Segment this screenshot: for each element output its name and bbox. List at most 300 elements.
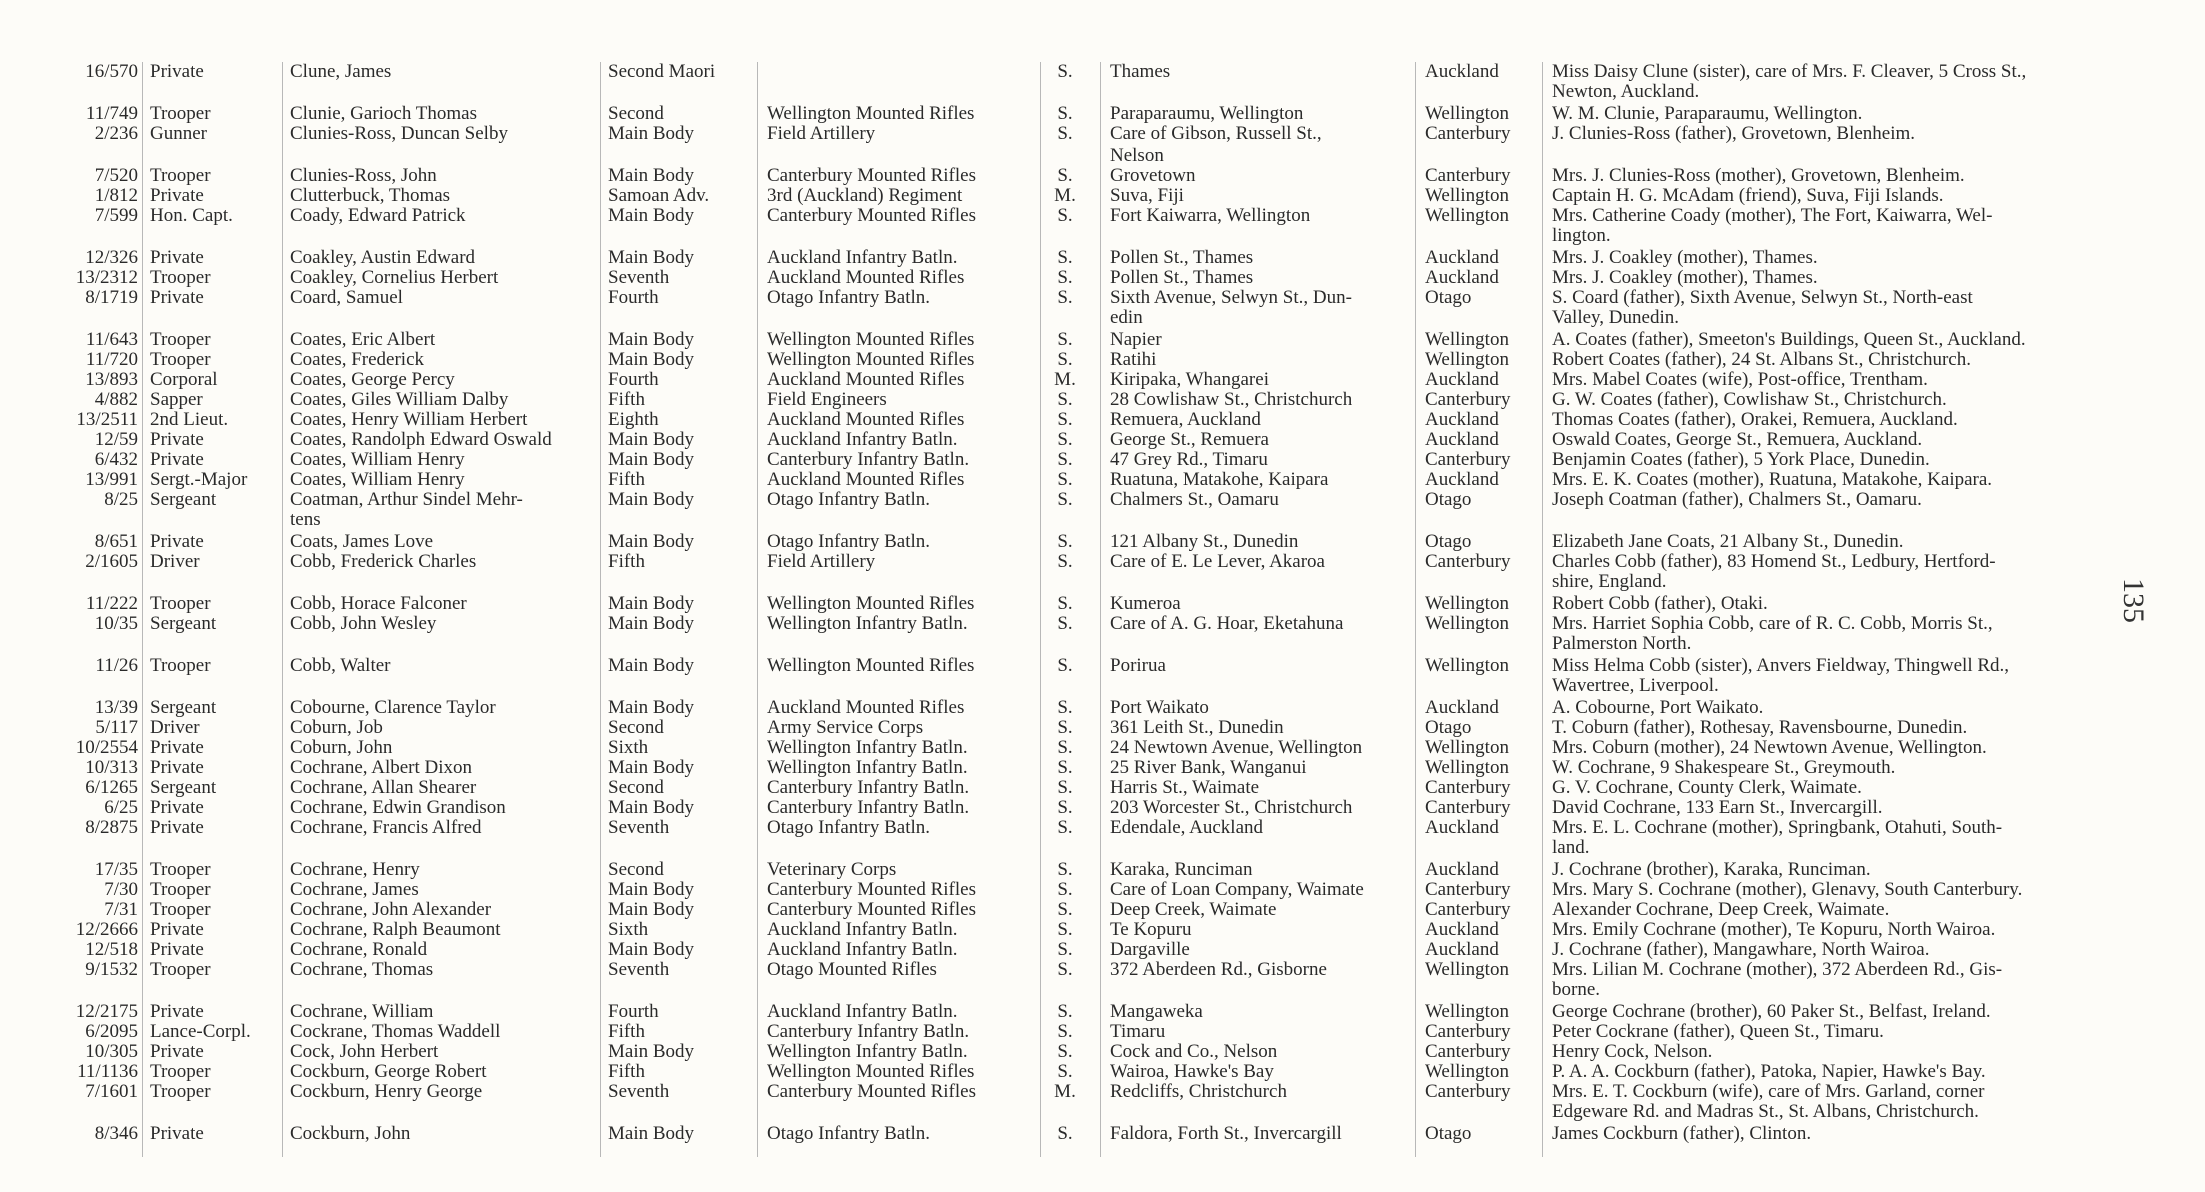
soldier-name: Cochrane, Thomas <box>290 959 434 980</box>
rank: Private <box>150 817 204 838</box>
table-row <box>0 510 2205 530</box>
draft-unit: Main Body <box>608 329 695 350</box>
draft-unit: Main Body <box>608 123 695 144</box>
next-of-kin: A. Coates (father), Smeeton's Buildings, Queen St., Auckland. <box>1552 329 2026 350</box>
draft-unit: Main Body <box>608 349 695 370</box>
marital-status: S. <box>1057 449 1073 470</box>
draft-unit: Second Maori <box>608 61 716 82</box>
table-row <box>0 430 2205 450</box>
district: Canterbury <box>1425 389 1511 410</box>
district: Wellington <box>1425 329 1509 350</box>
roll-number: 7/599 <box>94 205 138 226</box>
marital-status: S. <box>1057 329 1073 350</box>
table-row <box>0 818 2205 838</box>
rank: Sapper <box>150 389 203 410</box>
table-row <box>0 490 2205 510</box>
roll-number: 2/1605 <box>85 551 138 572</box>
district: Wellington <box>1425 205 1509 226</box>
marital-status: S. <box>1057 103 1073 124</box>
last-address: Thames <box>1110 61 1171 82</box>
soldier-name: Cochrane, Allan Shearer <box>290 777 477 798</box>
next-of-kin: P. A. A. Cockburn (father), Patoka, Napier, Hawke's Bay. <box>1552 1061 1986 1082</box>
district: Canterbury <box>1425 551 1511 572</box>
corps: Otago Infantry Batln. <box>767 531 931 552</box>
roll-number: 13/2312 <box>75 267 138 288</box>
marital-status: S. <box>1057 859 1073 880</box>
rank: Private <box>150 1041 204 1062</box>
soldier-name: Coburn, Job <box>290 717 383 738</box>
district: Otago <box>1425 1123 1472 1144</box>
soldier-name: Cochrane, William <box>290 1001 434 1022</box>
last-address: Kiripaka, Whangarei <box>1110 369 1269 390</box>
district: Wellington <box>1425 737 1509 758</box>
last-address: Paraparaumu, Wellington <box>1110 103 1304 124</box>
table-row <box>0 634 2205 654</box>
soldier-name: Coats, James Love <box>290 531 434 552</box>
table-row <box>0 940 2205 960</box>
roll-number: 7/31 <box>104 899 138 920</box>
soldier-name: Clutterbuck, Thomas <box>290 185 451 206</box>
marital-status: S. <box>1057 123 1073 144</box>
table-row <box>0 980 2205 1000</box>
soldier-name: Coakley, Cornelius Herbert <box>290 267 499 288</box>
next-of-kin: T. Coburn (father), Rothesay, Ravensbourne, Dunedin. <box>1552 717 1968 738</box>
roll-number: 7/520 <box>94 165 138 186</box>
rank: Trooper <box>150 267 211 288</box>
rank: Private <box>150 797 204 818</box>
last-address: Care of A. G. Hoar, Eketahuna <box>1110 613 1344 634</box>
district: Auckland <box>1425 939 1499 960</box>
draft-unit: Seventh <box>608 817 670 838</box>
draft-unit: Main Body <box>608 879 695 900</box>
roll-number: 13/991 <box>85 469 138 490</box>
table-row <box>0 532 2205 552</box>
last-address: Te Kopuru <box>1110 919 1192 940</box>
next-of-kin: land. <box>1552 837 1590 858</box>
soldier-name: tens <box>290 509 321 530</box>
table-row <box>0 82 2205 102</box>
corps: Auckland Mounted Rifles <box>767 409 965 430</box>
draft-unit: Sixth <box>608 737 649 758</box>
marital-status: S. <box>1057 205 1073 226</box>
next-of-kin: Miss Daisy Clune (sister), care of Mrs. F. Cleaver, 5 Cross St., <box>1552 61 2027 82</box>
draft-unit: Main Body <box>608 165 695 186</box>
draft-unit: Main Body <box>608 489 695 510</box>
rank: Private <box>150 757 204 778</box>
marital-status: S. <box>1057 879 1073 900</box>
table-row <box>0 390 2205 410</box>
corps: Veterinary Corps <box>767 859 897 880</box>
district: Wellington <box>1425 185 1509 206</box>
roll-number: 4/882 <box>94 389 138 410</box>
last-address: Karaka, Runciman <box>1110 859 1253 880</box>
soldier-name: Coates, George Percy <box>290 369 455 390</box>
corps: Wellington Infantry Batln. <box>767 1041 968 1062</box>
corps: Wellington Infantry Batln. <box>767 757 968 778</box>
next-of-kin: George Cochrane (brother), 60 Paker St., Belfast, Ireland. <box>1552 1001 1991 1022</box>
table-row <box>0 308 2205 328</box>
draft-unit: Main Body <box>608 1123 695 1144</box>
table-row <box>0 880 2205 900</box>
marital-status: S. <box>1057 817 1073 838</box>
roll-number: 6/25 <box>104 797 138 818</box>
last-address: Port Waikato <box>1110 697 1209 718</box>
table-row <box>0 206 2205 226</box>
soldier-name: Cochrane, Edwin Grandison <box>290 797 506 818</box>
roll-number: 11/222 <box>85 593 138 614</box>
next-of-kin: Mrs. Catherine Coady (mother), The Fort, Kaiwarra, Wel- <box>1552 205 1993 226</box>
corps: Otago Mounted Rifles <box>767 959 937 980</box>
table-row <box>0 838 2205 858</box>
corps: Wellington Infantry Batln. <box>767 613 968 634</box>
next-of-kin: W. Cochrane, 9 Shakespeare St., Greymouth. <box>1552 757 1896 778</box>
next-of-kin: Robert Cobb (father), Otaki. <box>1552 593 1768 614</box>
corps: Wellington Mounted Rifles <box>767 1061 975 1082</box>
table-row <box>0 186 2205 206</box>
table-row <box>0 248 2205 268</box>
corps: Wellington Infantry Batln. <box>767 737 968 758</box>
soldier-name: Cobb, John Wesley <box>290 613 437 634</box>
roll-number: 10/305 <box>85 1041 138 1062</box>
district: Canterbury <box>1425 879 1511 900</box>
last-address: George St., Remuera <box>1110 429 1269 450</box>
corps: Canterbury Mounted Rifles <box>767 899 976 920</box>
next-of-kin: Elizabeth Jane Coats, 21 Albany St., Dunedin. <box>1552 531 1904 552</box>
marital-status: S. <box>1057 1123 1073 1144</box>
roll-number: 8/2875 <box>85 817 138 838</box>
corps: Otago Infantry Batln. <box>767 1123 931 1144</box>
last-address: Mangaweka <box>1110 1001 1203 1022</box>
rank: Gunner <box>150 123 207 144</box>
district: Otago <box>1425 489 1472 510</box>
next-of-kin: Mrs. J. Clunies-Ross (mother), Grovetown, Blenheim. <box>1552 165 1965 186</box>
roll-number: 17/35 <box>94 859 138 880</box>
roll-number: 7/1601 <box>85 1081 138 1102</box>
rank: Trooper <box>150 593 211 614</box>
district: Auckland <box>1425 919 1499 940</box>
rank: Private <box>150 737 204 758</box>
table-row <box>0 900 2205 920</box>
corps: Otago Infantry Batln. <box>767 817 931 838</box>
draft-unit: Seventh <box>608 959 670 980</box>
next-of-kin: Miss Helma Cobb (sister), Anvers Fieldway, Thingwell Rd., <box>1552 655 2010 676</box>
draft-unit: Main Body <box>608 797 695 818</box>
marital-status: S. <box>1057 247 1073 268</box>
table-row <box>0 758 2205 778</box>
district: Auckland <box>1425 469 1499 490</box>
marital-status: S. <box>1057 469 1073 490</box>
draft-unit: Second <box>608 717 664 738</box>
next-of-kin: Mrs. Emily Cochrane (mother), Te Kopuru, North Wairoa. <box>1552 919 1996 940</box>
soldier-name: Cobb, Frederick Charles <box>290 551 477 572</box>
next-of-kin: Wavertree, Liverpool. <box>1552 675 1719 696</box>
corps: Canterbury Infantry Batln. <box>767 777 970 798</box>
corps: Wellington Mounted Rifles <box>767 103 975 124</box>
last-address: Edendale, Auckland <box>1110 817 1264 838</box>
last-address: Remuera, Auckland <box>1110 409 1261 430</box>
last-address: edin <box>1110 307 1143 328</box>
rank: Driver <box>150 551 200 572</box>
roll-number: 8/346 <box>94 1123 138 1144</box>
table-row <box>0 450 2205 470</box>
marital-status: S. <box>1057 531 1073 552</box>
last-address: Faldora, Forth St., Invercargill <box>1110 1123 1342 1144</box>
last-address: Napier <box>1110 329 1162 350</box>
roll-number: 12/2175 <box>75 1001 138 1022</box>
corps: Field Engineers <box>767 389 887 410</box>
soldier-name: Cockburn, George Robert <box>290 1061 487 1082</box>
roll-number: 6/432 <box>94 449 138 470</box>
marital-status: S. <box>1057 655 1073 676</box>
next-of-kin: Mrs. Harriet Sophia Cobb, care of R. C. Cobb, Morris St., <box>1552 613 1993 634</box>
rank: Trooper <box>150 165 211 186</box>
district: Canterbury <box>1425 777 1511 798</box>
corps: Auckland Mounted Rifles <box>767 697 965 718</box>
district: Auckland <box>1425 61 1499 82</box>
district: Otago <box>1425 717 1472 738</box>
draft-unit: Fifth <box>608 1061 645 1082</box>
next-of-kin: W. M. Clunie, Paraparaumu, Wellington. <box>1552 103 1863 124</box>
draft-unit: Seventh <box>608 1081 670 1102</box>
table-row <box>0 718 2205 738</box>
corps: Canterbury Mounted Rifles <box>767 205 976 226</box>
marital-status: S. <box>1057 389 1073 410</box>
rank: Private <box>150 429 204 450</box>
soldier-name: Cochrane, John Alexander <box>290 899 492 920</box>
last-address: Care of Loan Company, Waimate <box>1110 879 1364 900</box>
next-of-kin: Edgeware Rd. and Madras St., St. Albans, Christchurch. <box>1552 1101 1979 1122</box>
draft-unit: Main Body <box>608 613 695 634</box>
district: Auckland <box>1425 817 1499 838</box>
roll-number: 6/2095 <box>85 1021 138 1042</box>
last-address: Kumeroa <box>1110 593 1181 614</box>
rank: Hon. Capt. <box>150 205 233 226</box>
table-row <box>0 1102 2205 1122</box>
district: Wellington <box>1425 593 1509 614</box>
next-of-kin: Henry Cock, Nelson. <box>1552 1041 1713 1062</box>
marital-status: M. <box>1054 369 1076 390</box>
corps: Wellington Mounted Rifles <box>767 655 975 676</box>
draft-unit: Second <box>608 103 664 124</box>
soldier-name: Clunies-Ross, John <box>290 165 437 186</box>
draft-unit: Main Body <box>608 449 695 470</box>
last-address: Pollen St., Thames <box>1110 267 1254 288</box>
rank: Private <box>150 1123 204 1144</box>
rank: Sergeant <box>150 697 217 718</box>
district: Canterbury <box>1425 1081 1511 1102</box>
marital-status: S. <box>1057 1061 1073 1082</box>
next-of-kin: G. W. Coates (father), Cowlishaw St., Christchurch. <box>1552 389 1947 410</box>
roll-number: 12/326 <box>85 247 138 268</box>
corps: Canterbury Infantry Batln. <box>767 1021 970 1042</box>
rank: Private <box>150 919 204 940</box>
draft-unit: Main Body <box>608 247 695 268</box>
next-of-kin: Captain H. G. McAdam (friend), Suva, Fiji Islands. <box>1552 185 1944 206</box>
table-row <box>0 698 2205 718</box>
table-row <box>0 920 2205 940</box>
last-address: 25 River Bank, Wanganui <box>1110 757 1307 778</box>
table-row <box>0 960 2205 980</box>
roll-number: 10/2554 <box>75 737 138 758</box>
roll-number: 6/1265 <box>85 777 138 798</box>
marital-status: S. <box>1057 551 1073 572</box>
soldier-name: Cockrane, Thomas Waddell <box>290 1021 501 1042</box>
table-row <box>0 594 2205 614</box>
rank: Sergeant <box>150 777 217 798</box>
district: Auckland <box>1425 247 1499 268</box>
soldier-name: Clune, James <box>290 61 392 82</box>
marital-status: S. <box>1057 697 1073 718</box>
district: Auckland <box>1425 697 1499 718</box>
marital-status: S. <box>1057 489 1073 510</box>
table-row <box>0 470 2205 490</box>
soldier-name: Coates, Giles William Dalby <box>290 389 509 410</box>
last-address: Redcliffs, Christchurch <box>1110 1081 1287 1102</box>
last-address: Harris St., Waimate <box>1110 777 1260 798</box>
district: Wellington <box>1425 1061 1509 1082</box>
table-row <box>0 226 2205 246</box>
roll-number: 5/117 <box>95 717 138 738</box>
corps: Auckland Mounted Rifles <box>767 469 965 490</box>
marital-status: S. <box>1057 165 1073 186</box>
table-row <box>0 1042 2205 1062</box>
district: Wellington <box>1425 757 1509 778</box>
draft-unit: Main Body <box>608 757 695 778</box>
draft-unit: Main Body <box>608 205 695 226</box>
draft-unit: Samoan Adv. <box>608 185 710 206</box>
soldier-name: Cockburn, John <box>290 1123 411 1144</box>
soldier-name: Cochrane, James <box>290 879 419 900</box>
marital-status: S. <box>1057 593 1073 614</box>
table-row <box>0 552 2205 572</box>
rank: Trooper <box>150 959 211 980</box>
next-of-kin: Mrs. J. Coakley (mother), Thames. <box>1552 267 1818 288</box>
corps: Auckland Infantry Batln. <box>767 429 958 450</box>
corps: Army Service Corps <box>767 717 924 738</box>
next-of-kin: Palmerston North. <box>1552 633 1692 654</box>
next-of-kin: Thomas Coates (father), Orakei, Remuera, Auckland. <box>1552 409 1958 430</box>
soldier-name: Cochrane, Ronald <box>290 939 428 960</box>
table-row <box>0 1082 2205 1102</box>
roll-number: 8/1719 <box>85 287 138 308</box>
page-number: 135 <box>2117 578 2150 623</box>
corps: Auckland Mounted Rifles <box>767 267 965 288</box>
corps: Wellington Mounted Rifles <box>767 593 975 614</box>
soldier-name: Coady, Edward Patrick <box>290 205 466 226</box>
next-of-kin: Peter Cockrane (father), Queen St., Timaru. <box>1552 1021 1884 1042</box>
next-of-kin: Newton, Auckland. <box>1552 81 1700 102</box>
district: Otago <box>1425 531 1472 552</box>
roll-number: 11/1136 <box>77 1061 138 1082</box>
table-row <box>0 1124 2205 1144</box>
next-of-kin: J. Clunies-Ross (father), Grovetown, Blenheim. <box>1552 123 1916 144</box>
last-address: 361 Leith St., Dunedin <box>1110 717 1284 738</box>
soldier-name: Clunies-Ross, Duncan Selby <box>290 123 508 144</box>
table-row <box>0 614 2205 634</box>
rank: Trooper <box>150 103 211 124</box>
soldier-name: Cockburn, Henry George <box>290 1081 483 1102</box>
rank: Private <box>150 939 204 960</box>
table-row <box>0 778 2205 798</box>
district: Wellington <box>1425 1001 1509 1022</box>
roll-number: 10/35 <box>94 613 138 634</box>
rank: Private <box>150 531 204 552</box>
rank: Private <box>150 287 204 308</box>
roll-number: 10/313 <box>85 757 138 778</box>
draft-unit: Main Body <box>608 697 695 718</box>
marital-status: S. <box>1057 349 1073 370</box>
corps: Canterbury Infantry Batln. <box>767 449 970 470</box>
last-address: Porirua <box>1110 655 1166 676</box>
last-address: 121 Albany St., Dunedin <box>1110 531 1299 552</box>
district: Canterbury <box>1425 1021 1511 1042</box>
next-of-kin: Benjamin Coates (father), 5 York Place, Dunedin. <box>1552 449 1930 470</box>
rank: 2nd Lieut. <box>150 409 229 430</box>
corps: Wellington Mounted Rifles <box>767 349 975 370</box>
district: Auckland <box>1425 369 1499 390</box>
next-of-kin: J. Cochrane (brother), Karaka, Runciman. <box>1552 859 1871 880</box>
table-row <box>0 656 2205 676</box>
table-row <box>0 146 2205 166</box>
roll-number: 12/518 <box>85 939 138 960</box>
soldier-name: Coates, Randolph Edward Oswald <box>290 429 552 450</box>
last-address: Fort Kaiwarra, Wellington <box>1110 205 1311 226</box>
soldier-name: Cochrane, Ralph Beaumont <box>290 919 501 940</box>
rank: Driver <box>150 717 200 738</box>
soldier-name: Coard, Samuel <box>290 287 403 308</box>
district: Auckland <box>1425 409 1499 430</box>
district: Wellington <box>1425 349 1509 370</box>
last-address: Suva, Fiji <box>1110 185 1184 206</box>
next-of-kin: S. Coard (father), Sixth Avenue, Selwyn St., North-east <box>1552 287 1973 308</box>
draft-unit: Main Body <box>608 939 695 960</box>
draft-unit: Fifth <box>608 469 645 490</box>
soldier-name: Cochrane, Henry <box>290 859 420 880</box>
table-row <box>0 1022 2205 1042</box>
last-address: Deep Creek, Waimate <box>1110 899 1277 920</box>
roll-number: 1/812 <box>94 185 138 206</box>
soldier-name: Cobb, Horace Falconer <box>290 593 467 614</box>
draft-unit: Main Body <box>608 531 695 552</box>
draft-unit: Fifth <box>608 551 645 572</box>
district: Wellington <box>1425 655 1509 676</box>
next-of-kin: Mrs. Mabel Coates (wife), Post-office, Trentham. <box>1552 369 1928 390</box>
soldier-name: Cobourne, Clarence Taylor <box>290 697 496 718</box>
rank: Sergeant <box>150 613 217 634</box>
soldier-name: Coates, William Henry <box>290 469 465 490</box>
roll-number: 16/570 <box>85 61 138 82</box>
marital-status: S. <box>1057 1021 1073 1042</box>
draft-unit: Fifth <box>608 389 645 410</box>
marital-status: M. <box>1054 1081 1076 1102</box>
rank: Sergt.-Major <box>150 469 248 490</box>
district: Canterbury <box>1425 449 1511 470</box>
corps: Auckland Infantry Batln. <box>767 939 958 960</box>
marital-status: S. <box>1057 939 1073 960</box>
table-row <box>0 124 2205 144</box>
corps: Auckland Infantry Batln. <box>767 919 958 940</box>
rank: Lance-Corpl. <box>150 1021 251 1042</box>
last-address: Timaru <box>1110 1021 1166 1042</box>
table-row <box>0 676 2205 696</box>
last-address: 203 Worcester St., Christchurch <box>1110 797 1353 818</box>
next-of-kin: David Cochrane, 133 Earn St., Invercargill. <box>1552 797 1883 818</box>
next-of-kin: Mrs. Mary S. Cochrane (mother), Glenavy, South Canterbury. <box>1552 879 2023 900</box>
corps: Auckland Infantry Batln. <box>767 1001 958 1022</box>
table-row <box>0 738 2205 758</box>
next-of-kin: Mrs. E. T. Cockburn (wife), care of Mrs. Garland, corner <box>1552 1081 1985 1102</box>
next-of-kin: Mrs. Lilian M. Cochrane (mother), 372 Aberdeen Rd., Gis- <box>1552 959 2003 980</box>
